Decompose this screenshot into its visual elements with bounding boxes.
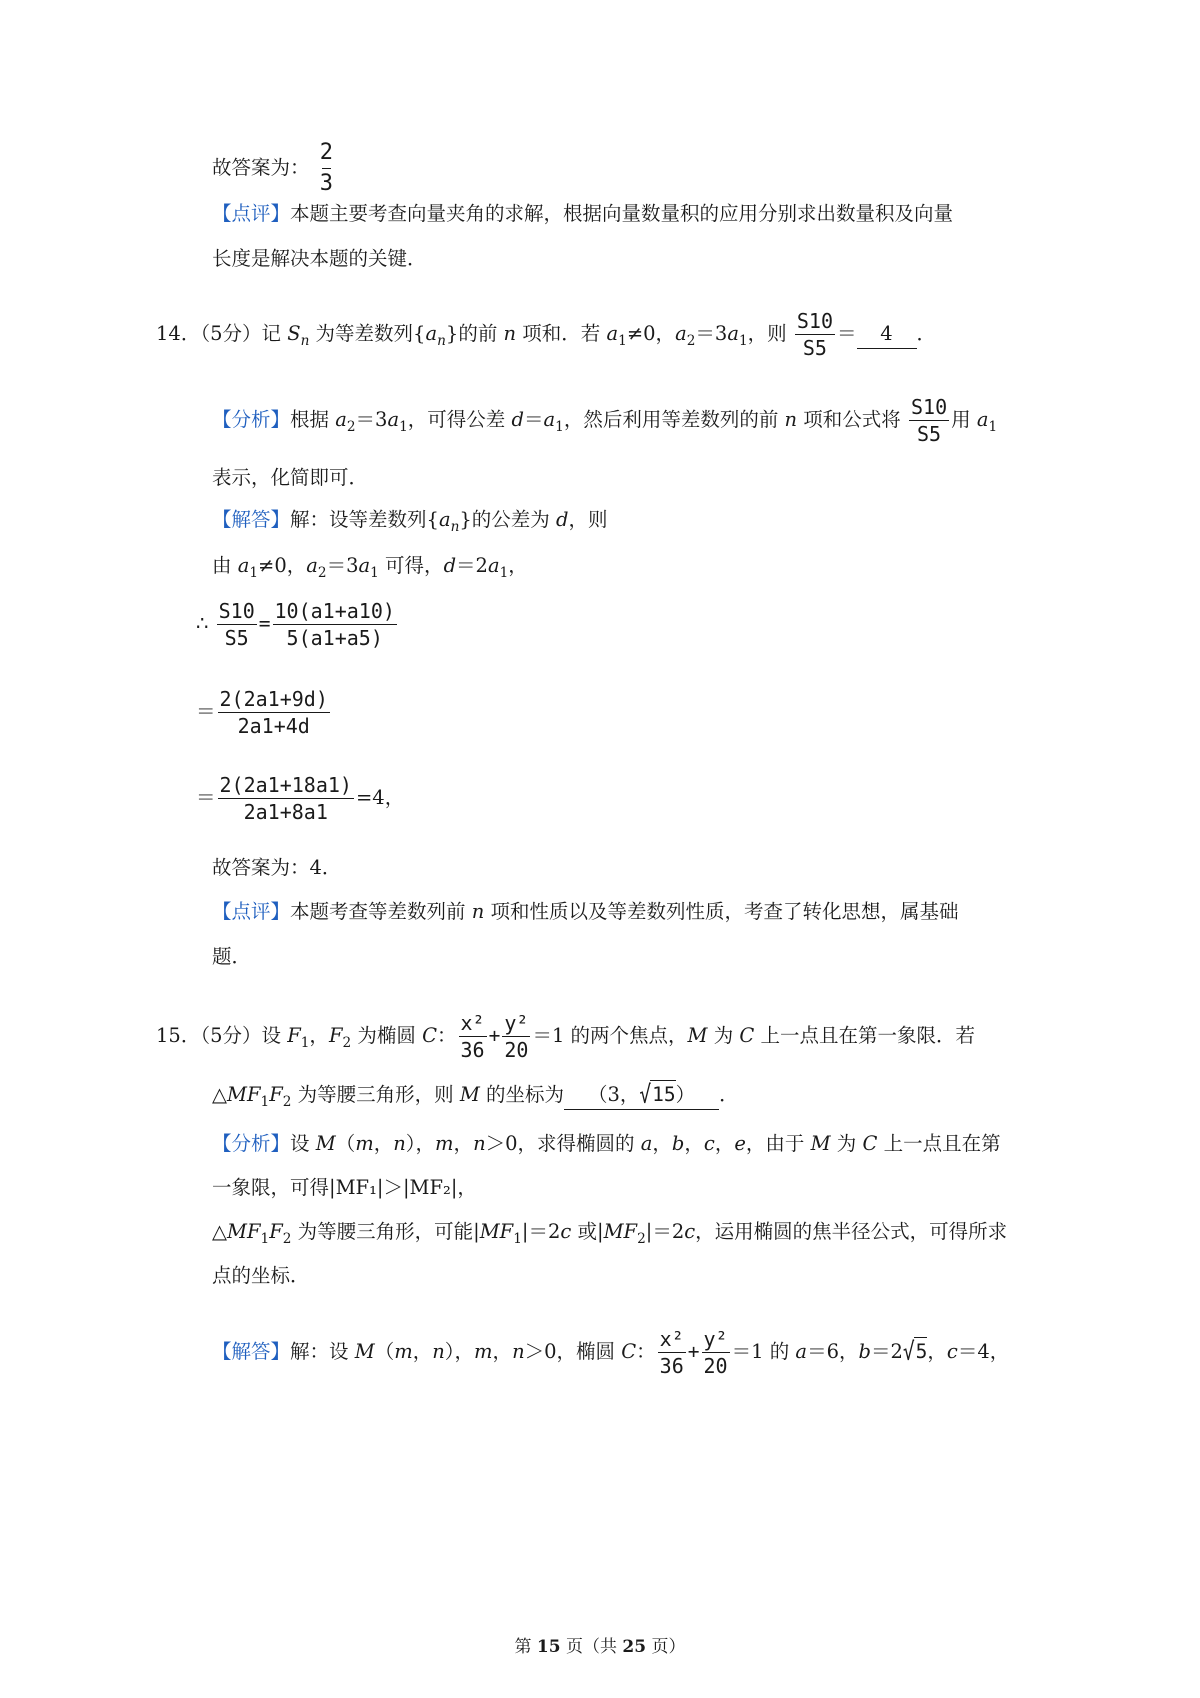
analysis-text: ，	[453, 1132, 474, 1155]
question-number: 14．	[156, 322, 201, 345]
question-text: 记	[261, 322, 288, 345]
equals-sign: =	[258, 612, 271, 635]
solution-text: ＝2	[870, 1340, 903, 1363]
solution-text: 解：设等差数列{	[290, 508, 439, 531]
comment-text: 长度是解决本题的关键．	[212, 247, 427, 270]
equals-sign: ＝	[196, 700, 216, 723]
analysis-text: 表示，化简即可．	[212, 466, 369, 489]
question-text: 的坐标为	[479, 1083, 564, 1106]
solution-text: ＝6，	[807, 1340, 859, 1363]
equals-sign: ＝	[836, 322, 857, 345]
comment14-line2	[212, 943, 251, 971]
fraction-numerator: 10(a1+a10)	[274, 599, 395, 623]
analysis-text: 或|	[571, 1220, 604, 1243]
question-text: 为等差数列{	[309, 322, 426, 345]
fraction-denominator: 20	[703, 1354, 728, 1378]
analysis-text: 为	[830, 1132, 863, 1155]
analysis-text: ，可得公差	[407, 408, 512, 431]
fraction-numerator: x²	[659, 1327, 684, 1351]
solution14-step1	[196, 598, 399, 651]
question-15: 15．（5分）设 $F_1$，$F_2$ 为椭圆 C： $\frac{\text{x²}}{36}$ + $\frac{\text{y²}}{20}$ ＝1 的两个焦点，M 为 C 上一点且在第一象限．若	[156, 1011, 976, 1062]
solution-text: ＝3	[326, 554, 359, 577]
fraction-numerator: S10	[218, 599, 255, 623]
solution-text: ＝4，	[957, 1340, 1010, 1363]
comment-text: 本题主要考查向量夹角的求解，根据向量数量积的应用分别求出数量积及向量	[290, 202, 954, 225]
solution-text: 解：设	[290, 1340, 355, 1363]
fraction-denominator: 5(a1+a5)	[286, 626, 383, 650]
solution-text: ：	[636, 1340, 656, 1363]
analysis-text: ，	[373, 1132, 394, 1155]
s10-over-s5-fraction	[795, 308, 835, 361]
comment14-line1: 【点评】本题考查等差数列前 n 项和性质以及等差数列性质，考查了转化思想，属基础	[212, 900, 959, 923]
question-text: ：	[436, 1024, 457, 1047]
solution-text: ，	[927, 1340, 947, 1363]
solution-text: （	[374, 1340, 395, 1363]
comment-text: 本题考查等差数列前	[290, 900, 472, 923]
fraction-denominator: 20	[504, 1038, 529, 1062]
answer-fraction	[318, 138, 335, 199]
analysis-text: ，由于	[745, 1132, 811, 1155]
plus-sign: +	[687, 1340, 700, 1363]
question-number: 15．	[156, 1024, 201, 1047]
solution-text: 可得，	[378, 554, 444, 577]
answer-text: 故答案为：4．	[212, 856, 342, 879]
page-footer	[0, 1632, 1200, 1657]
analysis-text: 设	[290, 1132, 316, 1155]
solution-text: ＞0，椭圆	[524, 1340, 622, 1363]
footer-text: 页）	[646, 1637, 686, 1657]
analysis-text: 一象限，可得|MF₁|＞|MF₂|，	[212, 1176, 477, 1199]
analysis-text: ＞0，求得椭圆的	[485, 1132, 641, 1155]
question-text: ≠0，	[626, 322, 676, 345]
sqrt-icon: √5	[902, 1337, 928, 1366]
fraction-numerator: x²	[460, 1011, 485, 1035]
step1-rhs-fraction	[273, 598, 397, 651]
analysis-text: ，	[714, 1132, 735, 1155]
analysis-text: ＝3	[355, 408, 388, 431]
triangle-symbol: △	[212, 1220, 227, 1243]
sqrt-radicand: 5	[914, 1337, 928, 1366]
analysis14-line1: 【分析】根据 $a_2=3a_1$，可得公差 $d=a_1$，然后利用等差数列的前 n 项和公式将 $\frac{S10}{S5}$ 用 $a_1$	[212, 395, 998, 446]
question-text: ＝3	[695, 322, 728, 345]
solution-text: ），	[444, 1340, 475, 1363]
solution14-line1: 【解答】解：设等差数列$\{a_n\}$的公差为 d，则	[212, 508, 608, 535]
analysis-text: 上一点且在第	[877, 1132, 1001, 1155]
answer-blank: 4	[857, 320, 917, 349]
answer-prefix: 故答案为：	[212, 156, 310, 179]
solution-text: ≠0，	[258, 554, 307, 577]
analysis-text: ，	[652, 1132, 672, 1155]
analysis-text: ＝	[523, 408, 544, 431]
analysis-text: 项和公式将	[797, 408, 901, 431]
step1-lhs-fraction	[217, 598, 257, 651]
solution-text: ，	[508, 554, 528, 577]
fraction-numerator: 2(2a1+9d)	[219, 687, 328, 711]
plus-sign: +	[488, 1024, 501, 1047]
solution-text: ，	[412, 1340, 433, 1363]
solution-text: ，	[492, 1340, 513, 1363]
solution14-step3	[196, 772, 404, 825]
question-15-line2: $\triangle MF_1F_2$ 为等腰三角形，则 M 的坐标为 （3，√15） ．	[212, 1080, 739, 1110]
comment13-line2	[212, 245, 427, 273]
question-text: ＝1 的两个焦点，	[532, 1024, 688, 1047]
analysis14-line2	[212, 464, 368, 492]
question-end: ．	[916, 322, 937, 345]
solution-text: ，则	[568, 508, 608, 531]
answer-text: ）	[675, 1083, 696, 1106]
solution14-line2: 由 $a_1\ne 0$，$a_2=3a_1$ 可得，$d=2a_1$，	[212, 554, 528, 581]
analysis15-line4	[212, 1262, 310, 1290]
equals-sign: ＝	[196, 786, 216, 809]
solution-text: }的公差为	[459, 508, 556, 531]
ellipse-x-fraction	[459, 1010, 487, 1063]
fraction-denominator: 3	[319, 171, 333, 196]
analysis-text: ，然后利用等差数列的前	[563, 408, 785, 431]
ellipse-y-fraction	[502, 1010, 530, 1063]
question-14: 14．（5分）记 $S_n$ 为等差数列$\{a_n\}$的前 n 项和．若 $a_1\ne 0$，$a_2=3a_1$，则 $\frac{S10}{S5}$ ＝ 4 ．	[156, 309, 937, 360]
fraction-denominator: S5	[802, 336, 827, 360]
question-text: 上一点且在第一象限．若	[754, 1024, 976, 1047]
fraction-numerator: y²	[703, 1327, 728, 1351]
question-text: ，	[309, 1024, 329, 1047]
question-text: ，则	[747, 322, 787, 345]
question-text: 为	[707, 1024, 740, 1047]
comment-text: 项和性质以及等差数列性质，考查了转化思想，属基础	[484, 900, 959, 923]
ellipse-x-fraction	[658, 1326, 686, 1379]
step3-fraction	[218, 772, 354, 825]
question-score: （5分）	[200, 1024, 262, 1047]
analysis-text: 用	[951, 408, 977, 431]
question-text: 为椭圆	[351, 1024, 423, 1047]
triangle-symbol: △	[212, 1083, 227, 1106]
analysis-text: ），	[405, 1132, 436, 1155]
solution-text: ＝1 的	[731, 1340, 796, 1363]
solution-text: ＝2	[456, 554, 488, 577]
analysis-text: ，	[684, 1132, 704, 1155]
comment13-line1	[212, 200, 953, 228]
ellipse-y-fraction	[702, 1326, 730, 1379]
fraction-denominator: S5	[917, 422, 942, 446]
fraction-denominator: 36	[659, 1354, 684, 1378]
analysis-text: 点的坐标．	[212, 1264, 310, 1287]
step2-fraction	[218, 686, 330, 739]
analysis-tag: 【分析】	[212, 408, 291, 431]
s10-over-s5-fraction	[909, 394, 949, 447]
question-end: ．	[719, 1083, 739, 1106]
analysis-text: |＝2	[645, 1220, 685, 1243]
prev-answer-line	[212, 138, 337, 199]
solution-tag: 【解答】	[212, 508, 291, 531]
solution15-line1: 【解答】解：设 M（m，n），m，n＞0，椭圆 C： $\frac{\text{x²}}{36}$ + $\frac{\text{y²}}{20}$ ＝1 的 a＝6，b＝2√5，c＝4，	[212, 1327, 1010, 1378]
current-page-number: 15	[536, 1637, 561, 1657]
total-pages: 25	[622, 1637, 647, 1657]
fraction-denominator: 2a1+8a1	[243, 800, 328, 824]
result-text: =4，	[355, 786, 405, 809]
fraction-numerator: S10	[796, 309, 833, 333]
therefore-symbol: ∴	[196, 612, 209, 635]
analysis-text: |＝2	[521, 1220, 561, 1243]
fraction-denominator: S5	[224, 626, 249, 650]
fraction-numerator: 2	[319, 140, 333, 165]
footer-text: 页（共	[560, 1637, 623, 1657]
analysis15-line3: $\triangle MF_1F_2$ 为等腰三角形，可能$|MF_1|=2c$ 或$|MF_2|=2c$，运用椭圆的焦半径公式，可得所求	[212, 1220, 1008, 1247]
analysis-text: （	[335, 1132, 356, 1155]
solution-tag: 【解答】	[212, 1340, 291, 1363]
analysis-text: ，运用椭圆的焦半径公式，可得所求	[695, 1220, 1008, 1243]
footer-text: 第	[514, 1637, 537, 1657]
question-score: （5分）	[200, 322, 262, 345]
answer-blank	[564, 1080, 719, 1110]
fraction-numerator: 2(2a1+18a1)	[219, 773, 352, 797]
fraction-denominator: 36	[460, 1038, 485, 1062]
solution-text: 由	[212, 554, 238, 577]
question-text: 设	[261, 1024, 288, 1047]
fraction-numerator: y²	[504, 1011, 529, 1035]
analysis15-line2	[212, 1174, 477, 1202]
answer-text: （3，	[587, 1083, 640, 1106]
comment-tag: 【点评】	[212, 202, 291, 225]
analysis15-line1: 【分析】设 M（m，n），m，n＞0，求得椭圆的 a，b，c，e，由于 M 为 C 上一点且在第	[212, 1132, 1001, 1155]
solution14-answer	[212, 854, 341, 882]
sqrt-radicand: 15	[650, 1080, 675, 1109]
comment-tag: 【点评】	[212, 900, 291, 923]
solution14-step2	[196, 686, 332, 739]
analysis-tag: 【分析】	[212, 1132, 291, 1155]
comment-text: 题．	[212, 945, 252, 968]
analysis-text: 为等腰三角形，可能|	[291, 1220, 480, 1243]
question-text: 为等腰三角形，则	[291, 1083, 460, 1106]
sqrt-icon: √15	[639, 1080, 676, 1109]
analysis-text: 根据	[290, 408, 336, 431]
fraction-numerator: S10	[911, 395, 948, 419]
question-text: }的前	[445, 322, 504, 345]
fraction-denominator: 2a1+4d	[237, 714, 310, 738]
question-text: 项和．若	[516, 322, 607, 345]
